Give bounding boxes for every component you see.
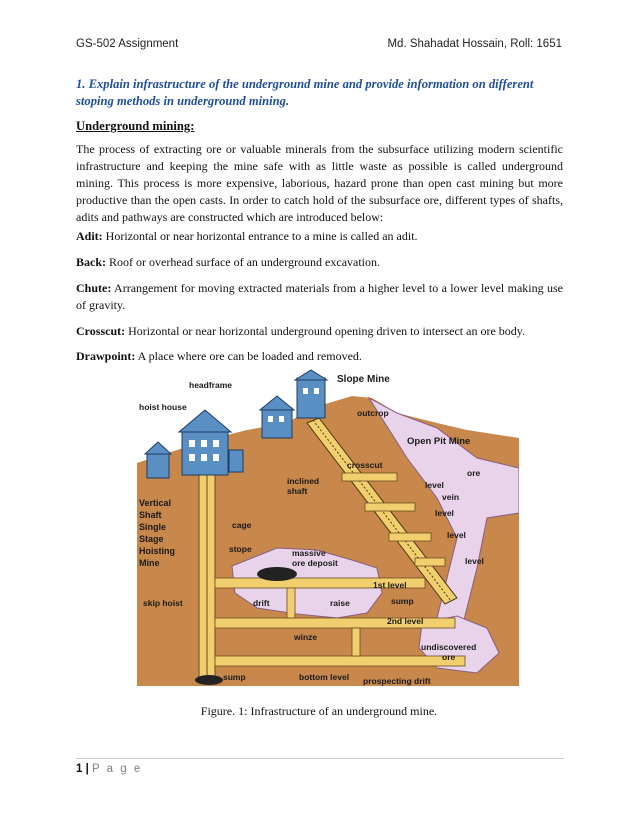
intro-paragraph: The process of extracting ore or valuable minerals from the subsurface utilizing modern scientific infrastructure and keeping the mine safe with as little waste as possible is called underground mining. This process is more expensive, laborious, hazard prone than open cast mining but more productive than the open casts. In order to catch hold of the subsurface ore, different types of shafts, adits and pathways are constructed which are introduced below: bbox=[76, 142, 563, 224]
slope-mine-tower bbox=[297, 378, 325, 418]
label-massive-1: massive bbox=[292, 548, 326, 558]
label-massive-2: ore deposit bbox=[292, 558, 338, 568]
label-undiscovered-1: undiscovered bbox=[421, 642, 477, 652]
label-open-pit-mine: Open Pit Mine bbox=[407, 436, 471, 447]
label-prospecting-drift: prospecting drift bbox=[363, 676, 431, 686]
mine-infrastructure-figure bbox=[137, 368, 519, 686]
definition-term: Crosscut: bbox=[76, 324, 126, 338]
crosscut-tunnel bbox=[342, 473, 397, 481]
headframe-building bbox=[182, 430, 228, 475]
label-raise: raise bbox=[330, 598, 350, 608]
label-vertical-4: Stage bbox=[139, 534, 164, 544]
label-winze: winze bbox=[294, 632, 318, 642]
definition-chute bbox=[76, 280, 563, 314]
definition-text: Arrangement for moving extracted materials from a higher level to a lower level making use of gravity. bbox=[76, 281, 563, 312]
page-word: P a g e bbox=[92, 763, 143, 775]
label-level-b: level bbox=[435, 508, 454, 518]
definition-term: Back: bbox=[76, 255, 106, 269]
page-footer bbox=[76, 763, 142, 775]
label-headframe: headframe bbox=[189, 380, 232, 390]
label-vertical-1: Vertical bbox=[139, 498, 172, 508]
label-second-level: 2nd level bbox=[387, 616, 424, 626]
label-ore: ore bbox=[467, 468, 481, 478]
label-crosscut: crosscut bbox=[347, 460, 383, 470]
slope-mine-building bbox=[262, 408, 292, 438]
label-sump-right: sump bbox=[391, 596, 414, 606]
header-left: GS-502 Assignment bbox=[76, 38, 179, 50]
raise bbox=[287, 588, 295, 618]
label-cage: cage bbox=[232, 520, 252, 530]
footer-divider bbox=[76, 758, 564, 759]
label-sump-bottom: sump bbox=[223, 672, 246, 682]
definition-text: Horizontal or near horizontal underground opening driven to intersect an ore body. bbox=[125, 324, 525, 338]
label-outcrop: outcrop bbox=[357, 408, 389, 418]
definition-back bbox=[76, 254, 563, 271]
label-first-level: 1st level bbox=[373, 580, 407, 590]
definition-text: Horizontal or near horizontal entrance to a mine is called an adit. bbox=[102, 229, 418, 243]
label-undiscovered-2: ore bbox=[442, 652, 456, 662]
definition-adit bbox=[76, 228, 563, 245]
label-level-a: level bbox=[425, 480, 444, 490]
label-level-c: level bbox=[447, 530, 466, 540]
definition-term: Drawpoint: bbox=[76, 349, 136, 363]
bottom-level-tunnel bbox=[215, 656, 465, 666]
definition-drawpoint bbox=[76, 348, 563, 365]
level-tunnel bbox=[365, 503, 415, 511]
label-stope: stope bbox=[229, 544, 252, 554]
ore-pile bbox=[257, 567, 297, 581]
figure-caption: Figure. 1: Infrastructure of an underground mine. bbox=[200, 704, 438, 718]
definition-text: A place where ore can be loaded and removed. bbox=[135, 349, 362, 363]
definition-crosscut bbox=[76, 323, 563, 340]
label-bottom-level: bottom level bbox=[299, 672, 350, 682]
header-right: Md. Shahadat Hossain, Roll: 1651 bbox=[387, 38, 562, 50]
section-title: Underground mining: bbox=[76, 119, 195, 133]
question-heading: 1. Explain infrastructure of the underground mine and provide information on different stoping methods in underground mining. bbox=[76, 77, 534, 108]
level-tunnel bbox=[389, 533, 431, 541]
level-tunnel bbox=[415, 558, 445, 566]
definition-text: Roof or overhead surface of an underground excavation. bbox=[106, 255, 381, 269]
page-number: 1 bbox=[76, 763, 83, 775]
label-vertical-3: Single bbox=[139, 522, 167, 532]
label-vertical-5: Hoisting bbox=[139, 546, 175, 556]
page-separator: | bbox=[82, 763, 93, 775]
label-level-d: level bbox=[465, 556, 484, 566]
label-vertical-2: Shaft bbox=[139, 510, 162, 520]
label-hoist-house: hoist house bbox=[139, 402, 187, 412]
definition-term: Chute: bbox=[76, 281, 112, 295]
label-inclined-1: inclined bbox=[287, 476, 320, 486]
label-vein: vein bbox=[442, 492, 460, 502]
sump-pile bbox=[195, 675, 223, 685]
hoist-house-building bbox=[147, 453, 169, 478]
label-drift: drift bbox=[253, 598, 270, 608]
label-slope-mine: Slope Mine bbox=[337, 374, 390, 385]
definition-term: Adit: bbox=[76, 229, 103, 243]
label-skip-hoist: skip hoist bbox=[143, 598, 183, 608]
label-inclined-2: shaft bbox=[287, 486, 308, 496]
label-vertical-6: Mine bbox=[139, 558, 160, 568]
winze bbox=[352, 628, 360, 656]
